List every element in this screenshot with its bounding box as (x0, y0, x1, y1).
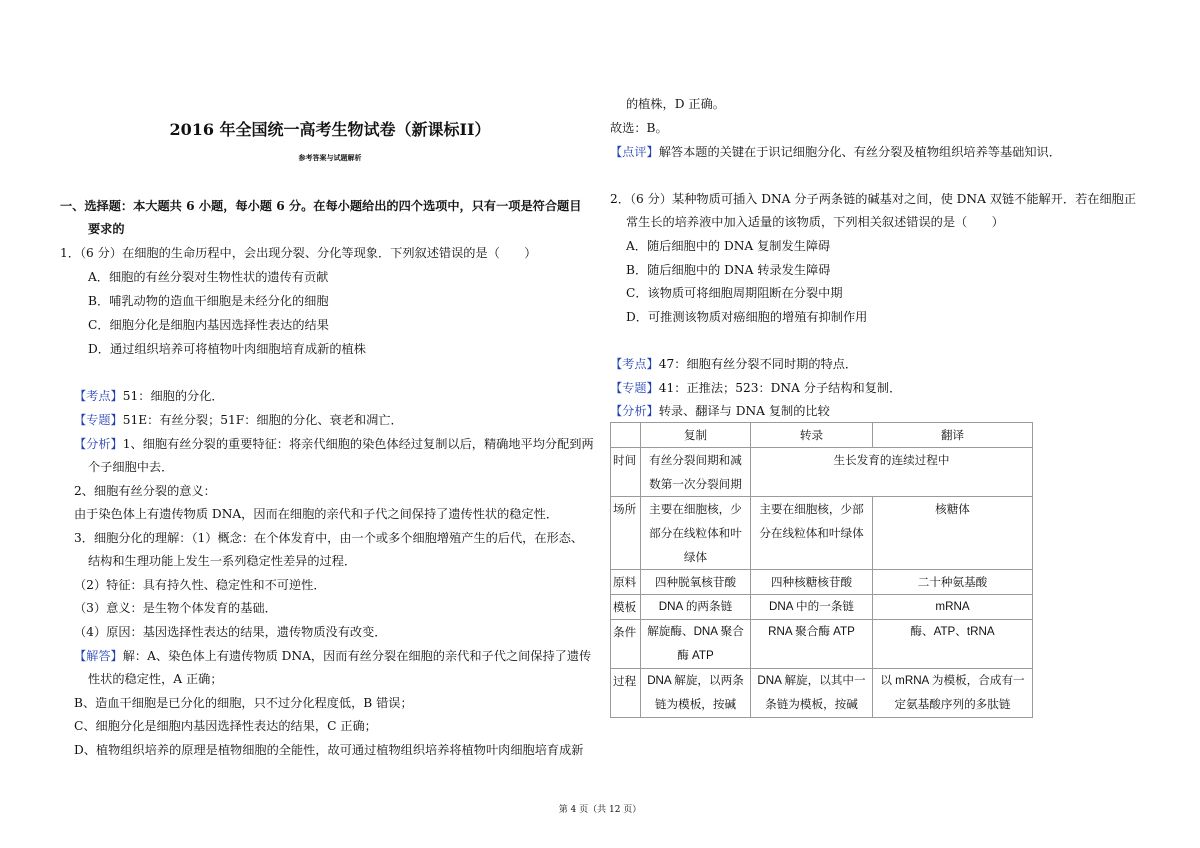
q2-stem-line1: 2．（6 分）某种物质可插入 DNA 分子两条链的碱基对之间，使 DNA 双链不能解开．若在细胞正 (610, 192, 1137, 206)
table-cell: 生长发育的连续过程中 (751, 448, 1033, 497)
table-cell: 主要在细胞核，少部分在线粒体和叶绿体 (641, 497, 751, 570)
q1-answer: 故选：B。 (610, 121, 668, 135)
table-cell: DNA 解旋，以其中一条链为模板，按碱 (751, 669, 873, 718)
q1-jieda-line: 性状的稳定性，A 正确； (88, 672, 223, 686)
q1-jieda-line: B、造血干细胞是已分化的细胞，只不过分化程度低，B 错误； (74, 696, 413, 710)
table-cell: DNA 的两条链 (641, 595, 751, 620)
q1-option-d: D．通过组织培养可将植物叶肉细胞培育成新的植株 (88, 342, 366, 356)
fenxi-tag: 【分析】 (74, 437, 123, 451)
table-header-cell (611, 423, 641, 448)
q1-fenxi-line: 由于染色体上有遗传物质 DNA，因而在细胞的亲代和子代之间保持了遗传性状的稳定性． (74, 507, 559, 521)
zhuanti-tag: 【专题】 (74, 413, 123, 427)
table-cell: 核糖体 (873, 497, 1033, 570)
table-row (611, 669, 1033, 718)
table-header-cell: 转录 (751, 423, 873, 448)
section-heading-line1: 一、选择题：本大题共 6 小题，每小题 6 分。在每小题给出的四个选项中，只有一项是符合题目 (60, 199, 582, 213)
q2-fenxi: 【分析】转录、翻译与 DNA 复制的比较 (610, 404, 830, 418)
table-cell: mRNA (873, 595, 1033, 620)
q1-fenxi-line: 个子细胞中去． (88, 460, 174, 474)
q1-option-a: A．细胞的有丝分裂对生物性状的遗传有贡献 (88, 270, 329, 284)
table-cell: 以 mRNA 为模板，合成有一定氨基酸序列的多肽链 (873, 669, 1033, 718)
q2-option-d: D．可推测该物质对癌细胞的增殖有抑制作用 (626, 310, 868, 324)
comparison-table (610, 422, 1033, 718)
q2-kaodian: 【考点】47：细胞有丝分裂不同时期的特点． (610, 357, 858, 371)
row-label: 过程 (611, 669, 641, 718)
q1-jieda-line: 的植株，D 正确。 (626, 97, 725, 111)
q1-fenxi-line: 结构和生理功能上发生一系列稳定性差异的过程． (88, 554, 357, 568)
table-cell: 二十种氨基酸 (873, 570, 1033, 595)
q1-fenxi-line: （3）意义：是生物个体发育的基础． (74, 601, 277, 615)
row-label: 条件 (611, 620, 641, 669)
table-cell: 四种核糖核苷酸 (751, 570, 873, 595)
row-label: 场所 (611, 497, 641, 570)
q1-jieda-line: D、植物组织培养的原理是植物细胞的全能性，故可通过植物组织培养将植物叶肉细胞培育成新 (74, 743, 584, 757)
kaodian-tag: 【考点】 (610, 357, 659, 371)
q2-zhuanti: 【专题】41：正推法；523：DNA 分子结构和复制． (610, 381, 902, 395)
fenxi-tag: 【分析】 (610, 404, 659, 418)
q1-jieda: 【解答】解：A、染色体上有遗传物质 DNA，因而有丝分裂在细胞的亲代和子代之间保持了遗传 (74, 649, 592, 663)
row-label: 原料 (611, 570, 641, 595)
page-footer: 第 4 页（共 12 页） (558, 805, 642, 815)
q1-zhuanti: 【专题】51E：有丝分裂；51F：细胞的分化、衰老和凋亡． (74, 413, 403, 427)
table-header-cell: 翻译 (873, 423, 1033, 448)
table-row (611, 595, 1033, 620)
q1-fenxi-line: （2）特征：具有持久性、稳定性和不可逆性． (74, 578, 326, 592)
kaodian-tag: 【考点】 (74, 389, 123, 403)
table-row (611, 448, 1033, 497)
table-cell: DNA 解旋，以两条链为模板，按碱 (641, 669, 751, 718)
table-cell: 四种脱氧核苷酸 (641, 570, 751, 595)
table-row (611, 620, 1033, 669)
table-cell: 有丝分裂间期和减数第一次分裂间期 (641, 448, 751, 497)
q1-option-b: B．哺乳动物的造血干细胞是未经分化的细胞 (88, 294, 329, 308)
q1-fenxi: 【分析】1、细胞有丝分裂的重要特征：将亲代细胞的染色体经过复制以后，精确地平均分配到两 (74, 437, 594, 451)
table-header-row (611, 423, 1033, 448)
q1-dianping: 【点评】解答本题的关键在于识记细胞分化、有丝分裂及植物组织培养等基础知识． (610, 145, 1061, 159)
row-label: 时间 (611, 448, 641, 497)
q2-option-c: C．该物质可将细胞周期阻断在分裂中期 (626, 286, 843, 300)
q2-option-b: B．随后细胞中的 DNA 转录发生障碍 (626, 263, 831, 277)
q1-kaodian: 【考点】51：细胞的分化． (74, 389, 224, 403)
table-row (611, 570, 1033, 595)
q1-jieda-line: C、细胞分化是细胞内基因选择性表达的结果，C 正确； (74, 719, 377, 733)
q1-fenxi-line: （4）原因：基因选择性表达的结果，遗传物质没有改变． (74, 625, 387, 639)
dianping-tag: 【点评】 (610, 145, 659, 159)
table-cell: RNA 聚合酶 ATP (751, 620, 873, 669)
q2-option-a: A．随后细胞中的 DNA 复制发生障碍 (626, 239, 831, 253)
q1-stem: 1．（6 分）在细胞的生命历程中，会出现分裂、分化等现象．下列叙述错误的是（ ） (60, 246, 537, 260)
table-cell: 酶、ATP、tRNA (873, 620, 1033, 669)
zhuanti-tag: 【专题】 (610, 381, 659, 395)
jieda-tag: 【解答】 (74, 649, 123, 663)
q2-stem-line2: 常生长的培养液中加入适量的该物质，下列相关叙述错误的是（ ） (626, 215, 1004, 229)
table-cell: 主要在细胞核，少部分在线粒体和叶绿体 (751, 497, 873, 570)
table-row (611, 497, 1033, 570)
q1-fenxi-line: 3．细胞分化的理解：（1）概念：在个体发育中，由一个或多个细胞增殖产生的后代，在形态、 (74, 531, 584, 545)
q1-fenxi-line: 2、细胞有丝分裂的意义： (74, 484, 216, 498)
paper-subtitle: 参考答案与试题解析 (298, 153, 362, 162)
table-cell: 解旋酶、DNA 聚合酶 ATP (641, 620, 751, 669)
row-label: 模板 (611, 595, 641, 620)
table-header-cell: 复制 (641, 423, 751, 448)
table-cell: DNA 中的一条链 (751, 595, 873, 620)
paper-title: 2016 年全国统一高考生物试卷（新课标II） (169, 120, 491, 139)
q1-option-c: C．细胞分化是细胞内基因选择性表达的结果 (88, 318, 329, 332)
section-heading-line2: 要求的 (88, 222, 125, 236)
